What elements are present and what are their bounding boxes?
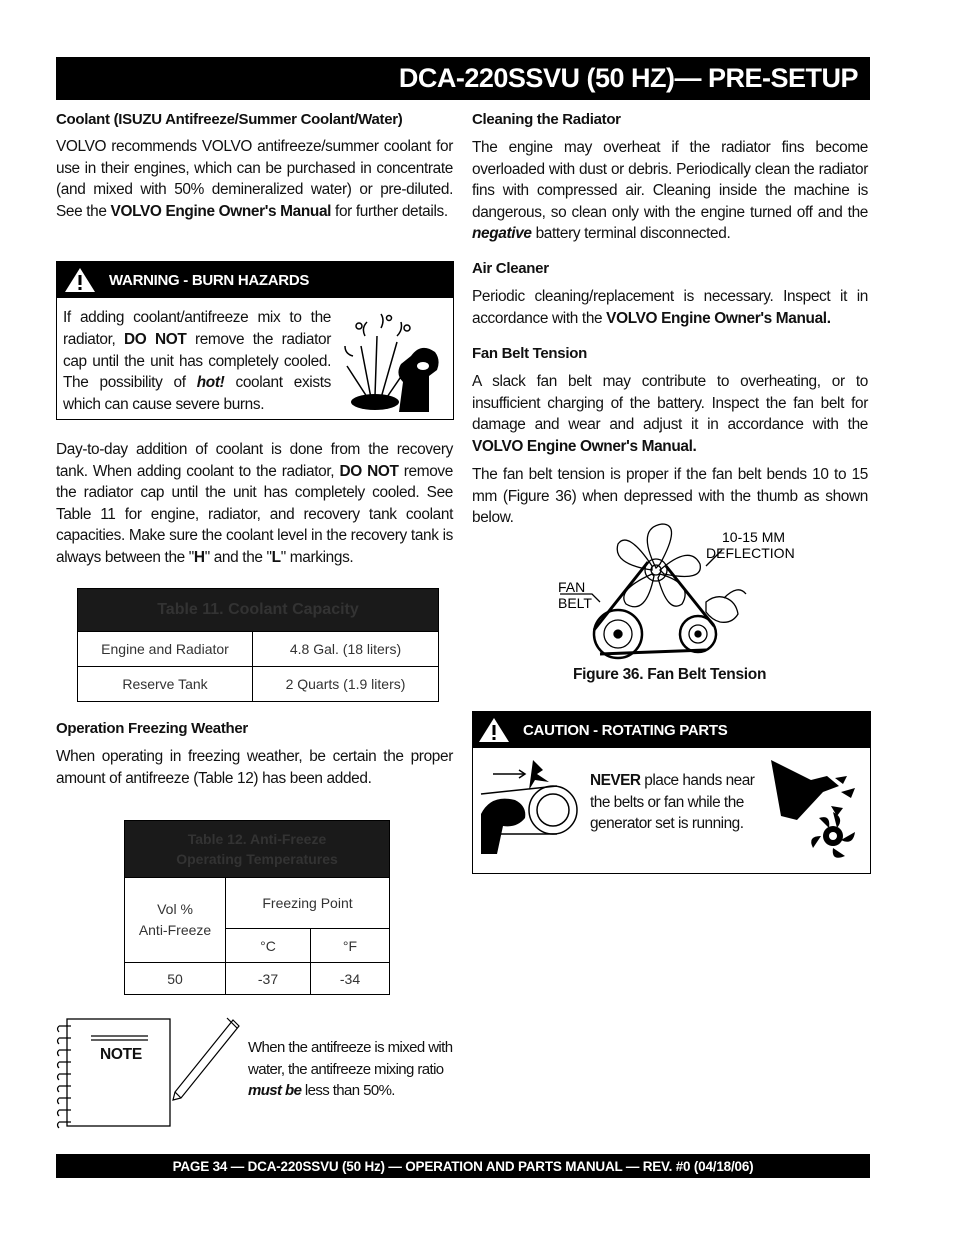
figure-36-caption: Figure 36. Fan Belt Tension: [573, 666, 767, 683]
caution-box: [472, 711, 871, 874]
table-row: [125, 963, 390, 995]
dayday-text-l: L: [271, 548, 281, 566]
note-label: NOTE: [100, 1046, 142, 1063]
table-12-title-line2: Operating Temperatures: [176, 851, 338, 867]
caution-text-a: NEVER: [590, 772, 641, 789]
fan-belt-paragraph-2: The fan belt tension is proper if the fan belt bends 10 to 15 mm (Figure 36) when depressed with the thumb as shown below.: [472, 466, 868, 526]
radiator-text-c: battery terminal disconnected.: [531, 225, 731, 242]
freezing-heading: Operation Freezing Weather: [56, 720, 248, 737]
table-row: [78, 632, 439, 667]
fan-belt-paragraph: [472, 371, 868, 457]
coolant-text-bold: VOLVO Engine Owner's Manual: [110, 202, 332, 220]
vol-header-1: Vol %: [157, 901, 193, 917]
caution-text-b: place hands near the belts or fan while the generator set is running.: [590, 772, 755, 832]
table-cell: Reserve Tank: [78, 667, 253, 702]
coolant-heading: Coolant (ISUZU Antifreeze/Summer Coolant/Water): [56, 111, 403, 128]
vol-header-2: Anti-Freeze: [138, 922, 212, 938]
burn-hazard-icon: [341, 306, 445, 414]
coolant-paragraph: [56, 136, 453, 222]
radiator-heading: Cleaning the Radiator: [472, 111, 621, 128]
table-12-title: [125, 821, 390, 878]
table-12-title-line1: Table 12. Anti-Freeze: [187, 831, 327, 847]
warning-triangle-icon: [63, 266, 97, 294]
table-cell: 2 Quarts (1.9 liters): [253, 667, 439, 702]
note-text: [248, 1037, 454, 1102]
caution-header: [473, 712, 870, 748]
dayday-text-d: " and the ": [204, 548, 272, 566]
table-cell: 50: [125, 963, 226, 995]
fan-label: FAN: [558, 579, 586, 595]
coolant-text-c: for further details.: [331, 202, 448, 220]
radiator-text-b: negative: [472, 225, 532, 242]
page-title-text: DCA-220SSVU (50 HZ)— PRE-SETUP: [398, 63, 858, 93]
table-cell: Engine and Radiator: [78, 632, 253, 667]
table-cell: 4.8 Gal. (18 liters): [253, 632, 439, 667]
vol-header: [125, 878, 226, 963]
page-footer: [56, 1154, 870, 1178]
page-title: [56, 57, 870, 100]
rotating-fan-icon: [767, 756, 867, 866]
day-to-day-paragraph: [56, 439, 453, 568]
belt-label: BELT: [558, 595, 592, 611]
note-notebook-icon: [55, 1014, 241, 1130]
radiator-text-a: The engine may overheat if the radiator fins become overloaded with dust or debris. Periodically clean the radiator fins with compressed air. Cleaning inside the machine is dangerous, so clean only with the engine turned off and the: [472, 139, 868, 221]
air-text-a: Periodic cleaning/replacement is necessary. Inspect it in accordance with the: [472, 288, 868, 327]
belt-text-b: VOLVO Engine Owner's Manual.: [472, 437, 697, 455]
page-footer-text: PAGE 34 — DCA-220SSVU (50 Hz) — OPERATION AND PARTS MANUAL — REV. #0 (04/18/06): [172, 1158, 754, 1174]
warning-header: [57, 262, 453, 298]
freezing-point-header: Freezing Point: [226, 878, 390, 929]
warning-text: [63, 307, 331, 416]
radiator-paragraph: [472, 137, 868, 245]
warning-text-2: DO NOT: [124, 330, 187, 348]
note-text-c: less than 50%.: [301, 1082, 395, 1099]
table-row: [125, 878, 390, 929]
warning-text-4: hot!: [196, 374, 225, 392]
coolant-text-a: VOLVO recommends VOLVO antifreeze/summer coolant for use in their engines, which can be purchased in concentrate (and mixed with 50% demineralized water) or pre-diluted. See the: [56, 138, 453, 220]
warning-text-5: coolant exists which can cause severe burns.: [63, 374, 331, 414]
dayday-text-e: " markings.: [280, 548, 354, 566]
dayday-text-b: DO NOT: [339, 462, 399, 480]
table-12-antifreeze: [124, 820, 390, 995]
table-row: [78, 667, 439, 702]
note-text-a: When the antifreeze is mixed with water, the antifreeze mixing ratio: [248, 1039, 453, 1078]
warning-box: [56, 261, 454, 420]
caution-text: [590, 770, 762, 835]
fan-belt-heading: Fan Belt Tension: [472, 345, 587, 362]
table-cell: -34: [311, 963, 390, 995]
fahrenheit-header: °F: [311, 929, 390, 963]
warning-title: WARNING - BURN HAZARDS: [109, 271, 310, 289]
air-cleaner-paragraph: [472, 286, 868, 329]
belt-pinch-icon: [479, 754, 581, 856]
air-text-b: VOLVO Engine Owner's Manual.: [606, 309, 831, 327]
deflection-label-1: 10-15 MM: [722, 529, 786, 545]
dayday-text-h: H: [193, 548, 205, 566]
freezing-paragraph: When operating in freezing weather, be certain the proper amount of antifreeze (Table 12) has been added.: [56, 748, 453, 787]
celsius-header: °C: [226, 929, 311, 963]
warning-text-3: remove the radiator cap until the unit has completely cooled. The possibility of: [63, 330, 331, 392]
table-cell: -37: [226, 963, 311, 995]
dayday-text-c: remove the radiator cap until the unit has completely cooled. See Table 11 for engine, radiator, and recovery tank coolant capacities. Make sure the coolant level in the recovery tank is always between the ": [56, 462, 453, 566]
dayday-text-a: Day-to-day addition of coolant is done from the recovery tank. When adding coolant to the radiator,: [56, 441, 453, 480]
fan-belt-diagram: [556, 522, 816, 662]
caution-title: CAUTION - ROTATING PARTS: [523, 721, 728, 739]
air-cleaner-heading: Air Cleaner: [472, 260, 549, 277]
warning-text-1: If adding coolant/antifreeze mix to the radiator,: [63, 309, 331, 348]
note-text-b: must be: [248, 1082, 302, 1099]
caution-triangle-icon: [477, 716, 511, 744]
table-11-title: Table 11. Coolant Capacity: [78, 589, 439, 632]
table-11-coolant-capacity: [77, 588, 439, 702]
deflection-label-2: DEFLECTION: [706, 545, 795, 561]
belt-text-a: A slack fan belt may contribute to overheating, or to insufficient charging of the battery. Inspect the fan belt for damage and wear and adjust it in accordance with the: [472, 373, 868, 433]
